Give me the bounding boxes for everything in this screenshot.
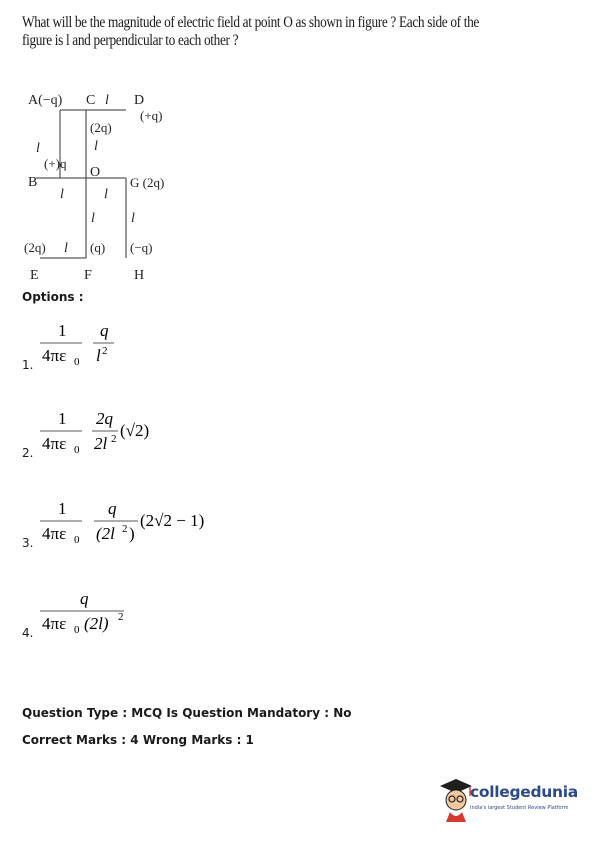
option-3-denominator: 4πε — [42, 524, 67, 543]
question-type-line: Question Type : MCQ Is Question Mandatory : No — [22, 706, 352, 720]
label-H: H — [134, 268, 145, 283]
option-4-q: q — [80, 589, 89, 608]
option-4-number: 4. — [22, 626, 34, 640]
option-3-tail: (2√2 − 1) — [140, 511, 205, 530]
label-F: F — [84, 268, 92, 283]
option-3-formula — [38, 494, 238, 546]
options-title: Options : — [22, 290, 84, 304]
label-C-charge: (2q) — [90, 120, 112, 135]
option-2-formula — [38, 404, 188, 456]
label-F-charge: (q) — [90, 240, 106, 255]
label-O: O — [90, 165, 101, 180]
label-C: C — [86, 93, 96, 108]
option-3-q: q — [108, 499, 117, 518]
option-2-l: 2l — [94, 434, 108, 453]
option-2-numerator: 1 — [58, 409, 67, 428]
marks-line: Correct Marks : 4 Wrong Marks : 1 — [22, 733, 254, 747]
brand-tagline: India's largest Student Review Platform — [470, 805, 569, 811]
label-G: G (2q) — [130, 175, 165, 190]
option-3-numerator: 1 — [58, 499, 67, 518]
label-H-charge: (−q) — [130, 240, 153, 255]
option-1-number: 1. — [22, 358, 34, 372]
option-3-close: ) — [129, 524, 135, 543]
label-B-charge: (+)q — [44, 156, 67, 171]
charge-figure — [0, 0, 595, 290]
option-1-formula — [38, 316, 148, 368]
question-line-1: What will be the magnitude of electric field at point O as shown in figure ? Each side of the — [22, 14, 479, 31]
option-3-sub: 0 — [74, 534, 80, 546]
option-4-denominator: 4πε — [42, 614, 67, 633]
option-4-formula — [38, 584, 168, 636]
label-top-l: l — [105, 93, 109, 108]
label-A: A(−q) — [28, 93, 63, 108]
label-O-l: l — [104, 187, 108, 202]
label-C-l: l — [94, 139, 98, 154]
label-E-l: l — [64, 241, 68, 256]
label-B: B — [28, 175, 38, 190]
option-1-sub: 0 — [74, 356, 80, 368]
label-mid-l: l — [91, 211, 95, 226]
option-1-l: l — [96, 346, 101, 365]
label-D-charge: (+q) — [140, 108, 163, 123]
label-D: D — [134, 93, 145, 108]
option-2-number: 2. — [22, 446, 34, 460]
option-2-sub: 0 — [74, 444, 80, 456]
label-G-l: l — [131, 211, 135, 226]
label-B-l: l — [60, 187, 64, 202]
option-2-denominator: 4πε — [42, 434, 67, 453]
option-2-q: 2q — [96, 409, 113, 428]
option-4-paren: (2l) — [84, 614, 109, 633]
label-E: E — [30, 268, 39, 283]
option-1-q: q — [100, 321, 109, 340]
option-4-exp: 2 — [118, 611, 124, 623]
option-2-exp: 2 — [111, 433, 117, 445]
question-line-2: figure is l and perpendicular to each other ? — [22, 32, 239, 49]
label-A-l: l — [36, 141, 40, 156]
option-2-sqrt: (√2) — [120, 421, 150, 440]
option-4-sub: 0 — [74, 624, 80, 636]
option-1-denominator: 4πε — [42, 346, 67, 365]
label-E-charge: (2q) — [24, 240, 46, 255]
option-1-numerator: 1 — [58, 321, 67, 340]
option-3-number: 3. — [22, 536, 34, 550]
option-3-exp: 2 — [122, 523, 128, 535]
option-1-exp: 2 — [102, 345, 108, 357]
brand-name: collegedunia — [470, 783, 578, 801]
option-3-l: (2l — [96, 524, 115, 543]
